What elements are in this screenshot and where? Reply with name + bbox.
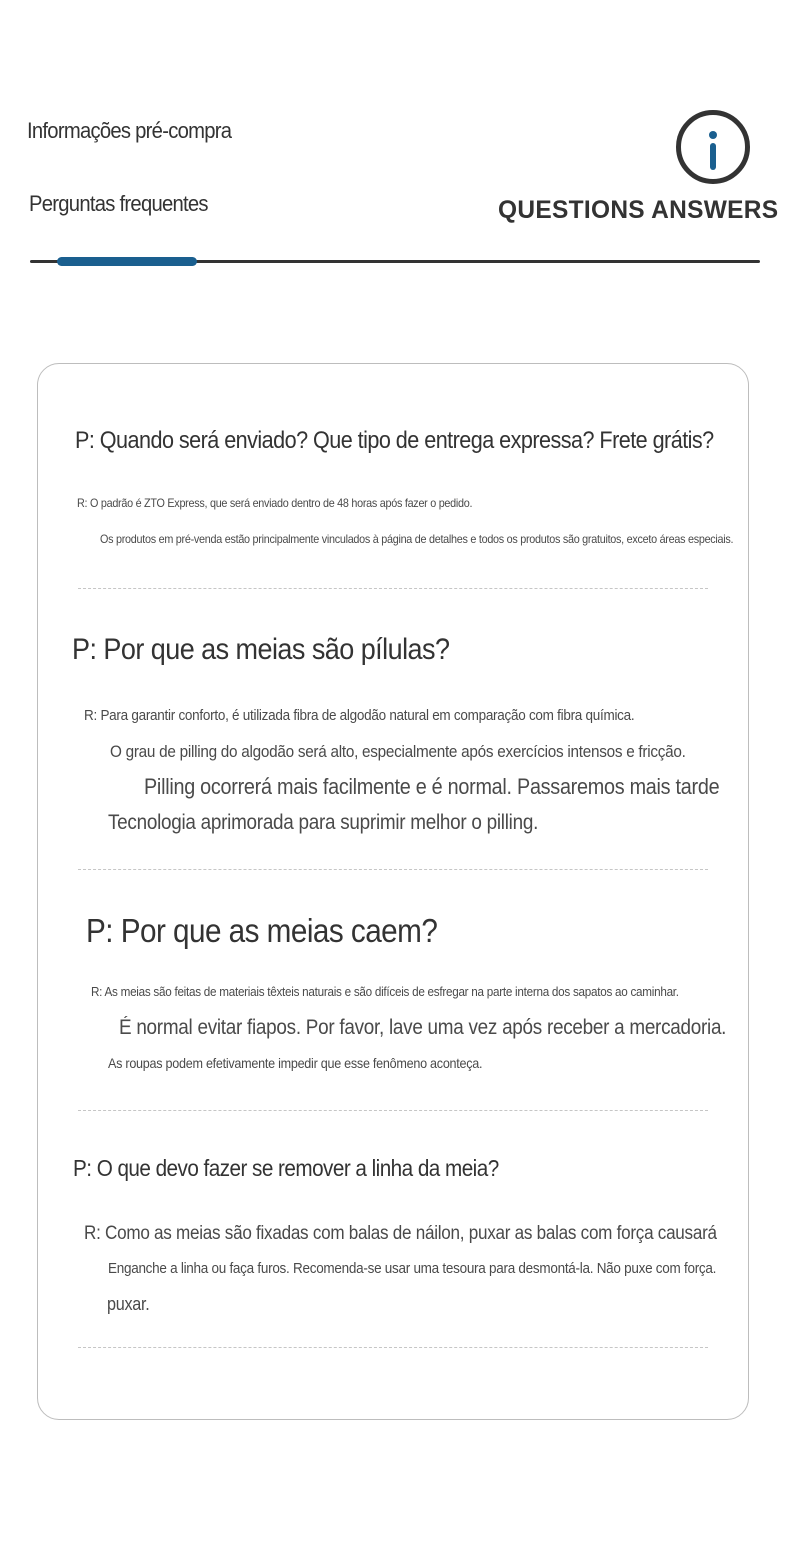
faq-divider [78, 1347, 708, 1348]
page-subtitle: Perguntas frequentes [29, 191, 208, 216]
faq-answer-line: R: Para garantir conforto, é utilizada fibra de algodão natural em comparação com fibra química. [84, 707, 635, 724]
faq-answer-line: R: As meias são feitas de materiais têxteis naturais e são difíceis de esfregar na parte interna dos sapatos ao caminhar. [91, 984, 679, 999]
faq-answer-line: É normal evitar fiapos. Por favor, lave uma vez após receber a mercadoria. [119, 1016, 727, 1039]
faq-answer-line: Enganche a linha ou faça furos. Recomenda-se usar uma tesoura para desmontá-la. Não puxe com força. [108, 1260, 717, 1277]
faq-answer-line: Os produtos em pré-venda estão principalmente vinculados à página de detalhes e todos os produtos são gratuitos, exceto áreas especiais. [100, 532, 734, 546]
section-label: QUESTIONS ANSWERS [498, 196, 779, 224]
faq-answer-line: puxar. [107, 1294, 150, 1314]
info-icon [676, 110, 750, 184]
faq-answer-line: Tecnologia aprimorada para suprimir melhor o pilling. [108, 811, 539, 834]
faq-question: P: Quando será enviado? Que tipo de entrega expressa? Frete grátis? [75, 427, 714, 454]
faq-answer-line: Pilling ocorrerá mais facilmente e é normal. Passaremos mais tarde [144, 774, 720, 799]
faq-divider [78, 588, 708, 589]
faq-answer-line: O grau de pilling do algodão será alto, especialmente após exercícios intensos e fricção. [110, 742, 686, 761]
faq-question: P: Por que as meias caem? [86, 912, 438, 949]
page-title: Informações pré-compra [27, 118, 232, 143]
faq-question: P: O que devo fazer se remover a linha da meia? [73, 1155, 499, 1181]
faq-answer-line: As roupas podem efetivamente impedir que esse fenômeno aconteça. [108, 1055, 483, 1071]
header-divider-accent [57, 257, 197, 266]
faq-question: P: Por que as meias são pílulas? [72, 633, 450, 666]
faq-answer-line: R: Como as meias são fixadas com balas de náilon, puxar as balas com força causará [84, 1223, 717, 1244]
faq-divider [78, 1110, 708, 1111]
faq-answer-line: R: O padrão é ZTO Express, que será enviado dentro de 48 horas após fazer o pedido. [77, 496, 473, 510]
faq-divider [78, 869, 708, 870]
